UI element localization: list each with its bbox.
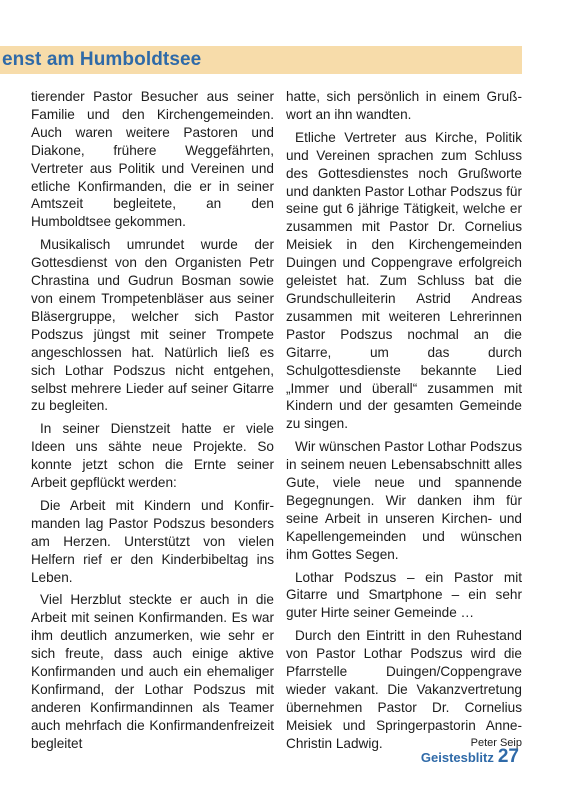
page-number: 27 — [497, 746, 519, 767]
paragraph: Viel Herzblut steckte er auch in die Arbeit mit seinen Konfirmanden. Es war ihm deutlich anzumerken, wie sehr er sich freute, dass auch einige aktive Konfirmanden und auch ein ehemaliger Konfirmand, der Lothar Podszus mit anderen Konfirmandinnen als Teamer auch mehrfach die Konfirmandenfreizeit begleitet — [31, 592, 274, 751]
left-column — [31, 88, 274, 753]
paragraph: Musikalisch umrundet wurde der Gottesdienst von den Organisten Petr Chrastina und Gudrun Bosman sowie von einem Trompetenbläser aus seiner Bläsergruppe, welcher sich Pastor Podszus jüngst mit seiner Trompete angeschlossen hat. Natürlich ließ es sich Lothar Podszus nicht entgehen, selbst mehrere Lieder auf seiner Gitarre zu begleiten. — [31, 237, 274, 414]
page-footer — [421, 746, 519, 768]
author-credit: Peter Seip — [470, 736, 522, 749]
paragraph: Etliche Vertreter aus Kirche, Politik und Vereinen sprachen zum Schluss des Gottesdienstes noch Grußworte und dankten Pastor Lothar Podszus für seine gut 6 jährige Tätigkeit, welche er zusammen mit Pastor Dr. Cornelius Meisiek in den Kirchengemeinden Duingen und Coppengrave erfolgreich geleistet hat. Zum Schluss bat die Grundschulleiterin Astrid Andreas zusammen mit weiteren Lehrerinnen Pastor Podszus nochmal an die Gitarre, um das durch Schulgottesdienste bekannte Lied „Immer und überall“ zusammen mit Kindern und der gesamten Gemeinde zu singen. — [286, 129, 522, 432]
paragraph: tierender Pastor Besucher aus seiner Familie und den Kirchengemeinden. Auch waren weitere Pastoren und Diakone, frühere Weggefährten, Vertreter aus Politik und Vereinen und etliche Konfirmanden, die er in seiner Amtszeit begleitete, an den Humboldtsee gekommen. — [31, 89, 274, 230]
paragraph: Die Arbeit mit Kindern und Konfirmanden lag Pastor Podszus besonders am Herzen. Unterstützt von vielen Helfern rief er den Kinderbibeltag ins Leben. — [31, 497, 274, 585]
paragraph-with-author — [286, 627, 522, 752]
magazine-name: Geistesblitz — [420, 750, 494, 765]
paragraph: hatte, sich persönlich in einem Grußwort an ihn wandten. — [286, 89, 522, 122]
paragraph: Durch den Eintritt in den Ruhestand von Pastor Lothar Podszus wird die Pfarrstelle Duingen/Coppengrave wieder vakant. Die Vakanzvertretung übernehmen Pastor Dr. Cornelius Meisiek und Springerpastorin Anne-Christin Ladwig. — [286, 628, 522, 751]
paragraph: In seiner Dienstzeit hatte er viele Ideen uns sähte neue Projekte. So konnte jetzt schon die Ernte seiner Arbeit gepflückt werden: — [31, 421, 274, 491]
right-column — [286, 88, 522, 753]
page-title: enst am Humboldtsee — [2, 49, 202, 70]
paragraph: Wir wünschen Pastor Lothar Podszus in seinem neuen Lebensabschnitt alles Gute, viele neue und spannende Begegnungen. Wir danken ihm für seine Arbeit in unseren Kirchen- und Kapellengemeinden und wünschen ihm Gottes Segen. — [286, 439, 522, 562]
paragraph: Lothar Podszus – ein Pastor mit Gitarre und Smartphone – ein sehr guter Hirte seiner Gemeinde … — [286, 569, 522, 621]
